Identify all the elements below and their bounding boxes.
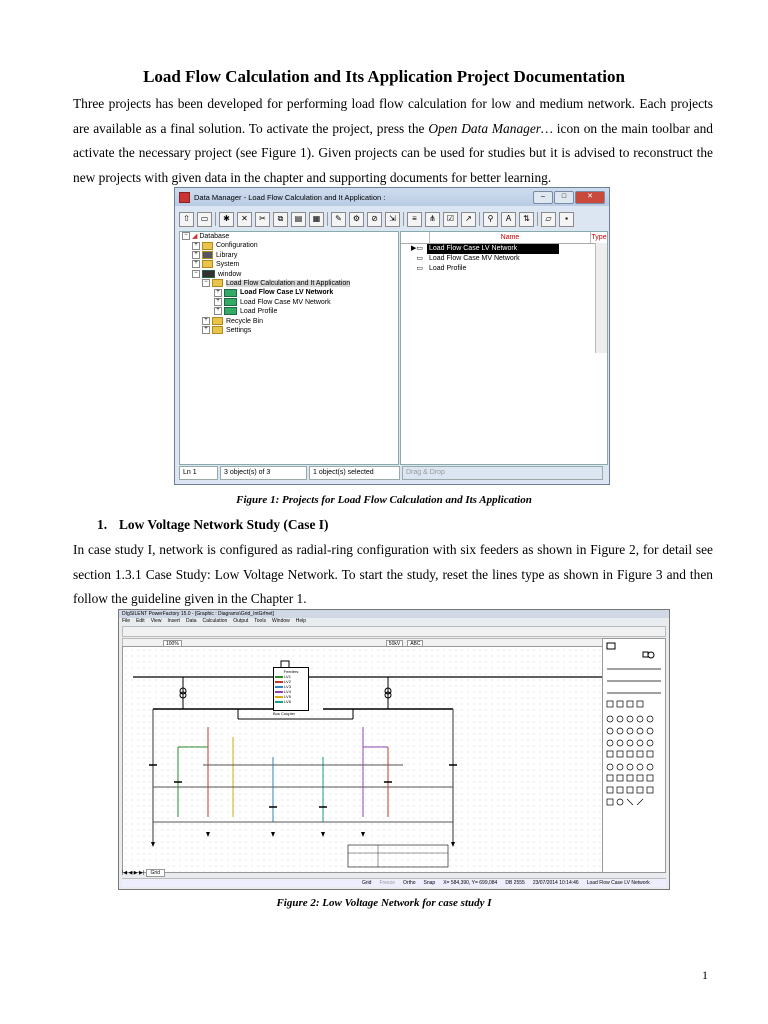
object-list	[400, 231, 608, 465]
element-symbols	[603, 639, 665, 872]
menu-file[interactable]: File	[122, 618, 131, 624]
list-scrollbar[interactable]	[595, 243, 607, 353]
list-header	[401, 232, 607, 244]
copy-icon[interactable]: ⧉	[273, 212, 288, 227]
network-icon	[224, 307, 237, 315]
open-data-manager-text: Open Data Manager…	[428, 120, 553, 136]
collapse-icon[interactable]: −	[182, 232, 190, 240]
tree-item-load-profile[interactable]	[180, 307, 398, 316]
window-controls	[533, 191, 605, 204]
graph-icon[interactable]: ↗	[461, 212, 476, 227]
page-title: Load Flow Calculation and Its Application Project Documentation	[143, 67, 625, 86]
expand-icon[interactable]: +	[192, 251, 200, 259]
network-diagram	[123, 647, 603, 872]
filter-icon[interactable]: ⚙	[349, 212, 364, 227]
legend-item: LV4	[275, 689, 307, 694]
delete-icon[interactable]: ✕	[237, 212, 252, 227]
toolbar-separator	[215, 212, 216, 226]
tree-item-label: Load Flow Case LV Network	[240, 289, 334, 297]
menu-edit[interactable]: Edit	[136, 618, 145, 624]
tree-item-recycle-bin[interactable]	[180, 317, 398, 326]
database-icon: ◢	[192, 233, 200, 240]
tree-item-label: Load Profile	[240, 308, 278, 316]
expand-icon[interactable]: +	[214, 307, 222, 315]
tree-item-label: System	[216, 261, 240, 269]
toolbar-separator	[537, 212, 538, 226]
app-icon	[179, 192, 190, 203]
tree-item-database[interactable]	[180, 232, 398, 241]
status-snap[interactable]: Snap	[423, 880, 436, 886]
menu-calculation[interactable]: Calculation	[202, 618, 228, 624]
status-grid[interactable]: Grid	[362, 880, 372, 886]
legend-item: LV6	[275, 699, 307, 704]
toolbar-separator	[327, 212, 328, 226]
bus-coupler-label: Bus Coupler	[273, 711, 296, 716]
figure-1-caption: Figure 1: Projects for Load Flow Calculation and Its Application	[236, 494, 532, 506]
data-manager-window	[174, 187, 610, 485]
section-number: 1.	[97, 517, 108, 532]
up-level-icon[interactable]: ⇧	[179, 212, 194, 227]
edit-icon[interactable]: ✎	[331, 212, 346, 227]
tree-item-label: Load Flow Case MV Network	[240, 298, 331, 306]
tree-item-label: window	[218, 270, 242, 278]
tree-item-label: Configuration	[216, 242, 258, 250]
new-object-icon[interactable]: ✱	[219, 212, 234, 227]
library-icon	[202, 251, 213, 259]
data-manager-title: Data Manager - Load Flow Calculation and It Application :	[194, 192, 386, 202]
expand-icon[interactable]: +	[202, 317, 210, 325]
binoculars-icon[interactable]: ⚲	[483, 212, 498, 227]
legend-item: LV2	[275, 679, 307, 684]
network-icon	[224, 298, 237, 306]
tree-item-label: Library	[216, 251, 238, 259]
tree-item-window[interactable]	[180, 270, 398, 279]
expand-icon[interactable]: +	[202, 326, 210, 334]
list-item[interactable]	[401, 244, 607, 254]
expand-icon[interactable]: +	[192, 260, 200, 268]
phase-select[interactable]: ABC	[407, 640, 423, 648]
menu-insert[interactable]: Insert	[167, 618, 180, 624]
toolbar-separator	[479, 212, 480, 226]
list-item[interactable]	[401, 264, 607, 274]
folder-icon	[202, 260, 213, 268]
tree-item-configuration[interactable]	[180, 241, 398, 250]
network-icon: ▭	[416, 265, 423, 272]
powerfactory-statusbar	[122, 878, 666, 887]
status-ortho[interactable]: Ortho	[403, 880, 416, 886]
cut-icon[interactable]: ✂	[255, 212, 270, 227]
zoom-select[interactable]: 100%	[163, 640, 182, 648]
tab-grid[interactable]: Grid	[146, 869, 165, 877]
close-button[interactable]: ✕	[575, 191, 605, 204]
paste-icon[interactable]: ▤	[291, 212, 306, 227]
network-icon	[224, 289, 237, 297]
minimize-button[interactable]: –	[533, 191, 553, 204]
tree-item-label: Database	[199, 233, 230, 240]
menu-output[interactable]: Output	[233, 618, 249, 624]
diagram-tabs	[122, 870, 602, 877]
folder-icon	[212, 326, 223, 334]
column-type-header[interactable]: Type	[591, 234, 607, 241]
status-db: DB 2555	[505, 880, 525, 886]
intro-text-2: icon on the main toolbar and activate the necessary project (see Figure 1). Given projects can be used for studies but it is advised to reconstruct the new projects with given data in the chapter and supporting documents for better learning.	[73, 120, 713, 185]
export-icon[interactable]: ⇲	[385, 212, 400, 227]
intro-text-1: Three projects has been developed for performing load flow calculation for low and medium network. Each projects are available as a final solution. To activate the project, press the	[73, 96, 713, 136]
voltage-select[interactable]: 50kV	[386, 640, 403, 648]
legend-title: Feeders	[283, 669, 299, 674]
folder-icon	[212, 279, 223, 287]
menu-tools[interactable]: Tools	[254, 618, 266, 624]
legend-item: LV1	[275, 674, 307, 679]
status-coordinates: X= 584,390, Y= 699,084	[443, 880, 498, 886]
figure-2-caption: Figure 2: Low Voltage Network for case study I	[276, 897, 492, 909]
menu-window[interactable]: Window	[271, 618, 290, 624]
folder-icon	[202, 242, 213, 250]
detail-mode-icon[interactable]: ≡	[407, 212, 422, 227]
save-icon[interactable]: ▪	[559, 212, 574, 227]
powerfactory-menubar	[119, 618, 669, 625]
expand-icon[interactable]: +	[214, 298, 222, 306]
legend-item: LV3	[275, 684, 307, 689]
single-line-diagram[interactable]	[122, 646, 604, 873]
title-block	[348, 845, 448, 867]
font-icon[interactable]: A	[501, 212, 516, 227]
check-icon[interactable]: ☑	[443, 212, 458, 227]
intro-paragraph	[73, 92, 713, 190]
folder-icon	[212, 317, 223, 325]
network-icon: ▶▭	[411, 245, 423, 252]
list-item-name: Load Flow Case LV Network	[427, 244, 559, 254]
menu-help[interactable]: Help	[295, 618, 307, 624]
menu-data[interactable]: Data	[185, 618, 197, 624]
status-freeze[interactable]: Freeze	[379, 880, 396, 886]
legend-item: LV5	[275, 694, 307, 699]
data-manager-statusbar	[179, 466, 605, 480]
status-selected: 1 object(s) selected	[309, 466, 400, 480]
collapse-icon[interactable]: −	[202, 279, 210, 287]
page-number: 1	[702, 968, 708, 982]
tab-nav-arrows[interactable]: |◀ ◀ ▶ ▶|	[122, 870, 145, 876]
tree-item-label: Settings	[226, 326, 252, 334]
tree-item-system[interactable]	[180, 260, 398, 269]
expand-icon[interactable]: +	[214, 289, 222, 297]
sort-icon[interactable]: ⇅	[519, 212, 534, 227]
feeder-legend	[273, 667, 309, 711]
menu-view[interactable]: View	[150, 618, 162, 624]
powerfactory-title: DIgSILENT PowerFactory 15.0 - [Graphic : Diagrams\Grid_IntGrfnet]	[119, 610, 669, 618]
tree-item-label: Load Flow Calculation and It Application	[226, 279, 351, 287]
main-toolbar[interactable]	[122, 626, 666, 637]
toolbar-separator	[403, 212, 404, 226]
tree-item-project[interactable]	[180, 279, 398, 288]
status-objects: 3 object(s) of 3	[220, 466, 307, 480]
section-paragraph: In case study I, network is configured as radial-ring configuration with six feeders as shown in Figure 2, for detail see section 1.3.1 Case Study: Low Voltage Network. To start the study, reset the lines type as shown in Figure 3 and then follow the guideline given in the Chapter 1.	[73, 542, 713, 606]
status-datetime: 23/07/2014 10:14:46	[532, 880, 579, 886]
collapse-icon[interactable]: −	[192, 270, 200, 278]
list-item[interactable]	[401, 254, 607, 264]
section-title: Low Voltage Network Study (Case I)	[119, 517, 329, 532]
section-heading	[97, 517, 328, 533]
status-active-case: Load Flow Case LV Network	[586, 880, 650, 886]
tree-item-lv-network[interactable]	[180, 288, 398, 297]
maximize-button[interactable]: □	[554, 191, 574, 204]
expand-icon[interactable]: +	[192, 242, 200, 250]
column-name-header[interactable]: Name	[430, 232, 591, 243]
network-icon: ▭	[416, 255, 423, 262]
open-folder-icon[interactable]: ▱	[541, 212, 556, 227]
list-item-name: Load Flow Case MV Network	[429, 255, 520, 262]
tree-item-library[interactable]	[180, 251, 398, 260]
user-icon	[202, 270, 215, 278]
tree-item-label: Recycle Bin	[226, 317, 263, 325]
paste-special-icon[interactable]: ▦	[309, 212, 324, 227]
network-icon[interactable]: ⋔	[425, 212, 440, 227]
tree-item-mv-network[interactable]	[180, 298, 398, 307]
drawing-tools-palette[interactable]	[602, 638, 666, 873]
tree-item-settings[interactable]	[180, 326, 398, 335]
status-line: Ln 1	[179, 466, 218, 480]
status-drag-drop: Drag & Drop	[402, 466, 603, 480]
forbidden-icon[interactable]: ⊘	[367, 212, 382, 227]
powerfactory-window	[118, 609, 670, 890]
data-manager-toolbar	[179, 210, 605, 228]
folder-icon[interactable]: ▭	[197, 212, 212, 227]
list-header-icon	[401, 232, 430, 243]
list-item-name: Load Profile	[429, 265, 467, 272]
project-tree	[179, 231, 399, 465]
